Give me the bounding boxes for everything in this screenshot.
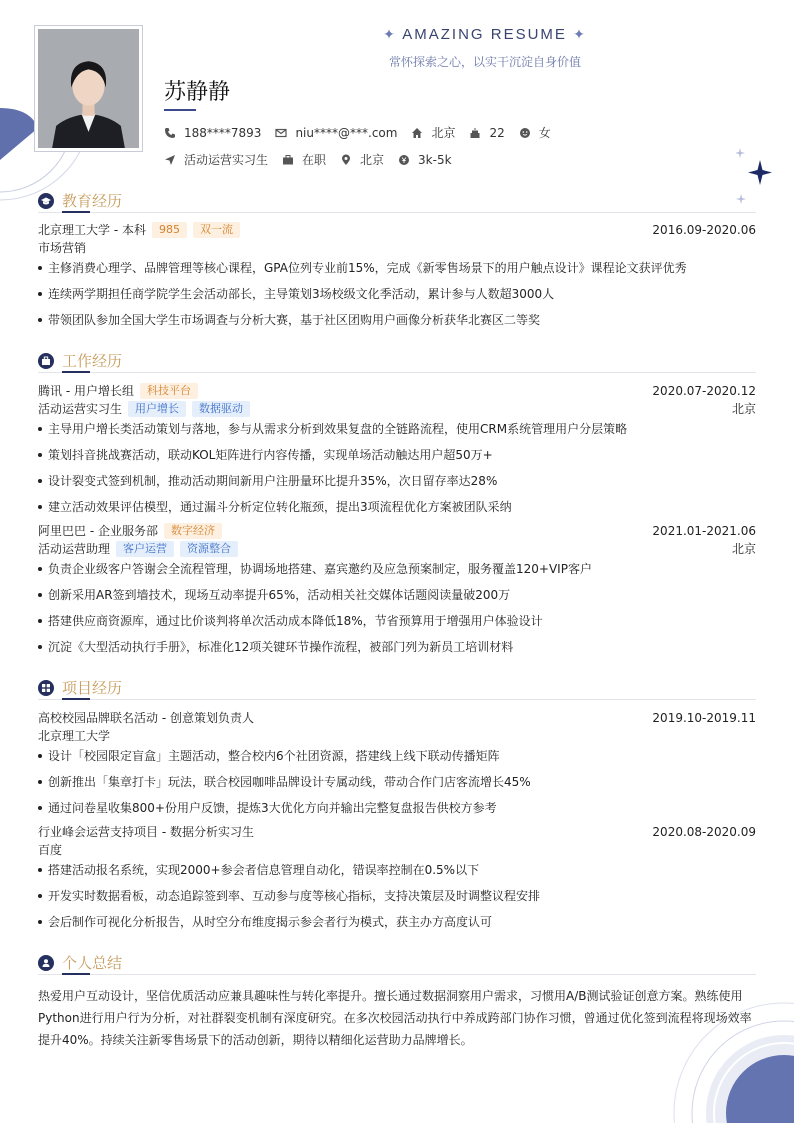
role-tag: 用户增长: [128, 401, 186, 417]
contact-row: [164, 124, 565, 141]
summary-text: 热爱用户互动设计，坚信优质活动应兼具趣味性与转化率提升。擅长通过数据洞察用户需求，习惯用A/B测试验证创意方案。熟练使用Python进行用户行为分析，对社群裂变机制有深度研究。在多次校园活动执行中养成跨部门协作习惯，曾通过优化签到流程将现场效率提升40%。持续关注新零售场景下的活动创新，期待以精细化运营助力品牌增长。: [38, 989, 752, 1047]
target-city-item: [340, 151, 384, 168]
role-tag: 数据驱动: [192, 401, 250, 417]
project-org: 百度: [38, 843, 63, 857]
company-name: 阿里巴巴 - 企业服务部: [38, 524, 158, 538]
send-icon: [164, 154, 176, 166]
section-title: 项目经历: [62, 679, 123, 697]
list-item: 开发实时数据看板，动态追踪签到率、互动参与度等核心指标，支持决策层及时调整议程安排: [38, 887, 756, 905]
work-icon: [38, 353, 54, 369]
age-text: 22: [489, 125, 505, 140]
city-item: [411, 124, 455, 141]
profile-photo-frame: [34, 25, 143, 152]
project-name: 高校校园品牌联名活动 - 创意策划负责人: [38, 711, 254, 725]
job-intent-row: [164, 151, 466, 168]
user-icon: [38, 955, 54, 971]
school-tag: 双一流: [193, 222, 240, 238]
list-item: 搭建供应商资源库，通过比价谈判将单次活动成本降低18%，节省预算用于增强用户体验设计: [38, 612, 756, 630]
graduation-cap-icon: [38, 193, 54, 209]
section-title: 教育经历: [62, 192, 123, 210]
project-org-row: [38, 727, 756, 745]
list-item: 连续两学期担任商学院学生会活动部长，主导策划3场校级文化季活动，累计参与人数超3000人: [38, 285, 756, 303]
section-divider: [38, 699, 756, 700]
school-name: 北京理工大学 - 本科: [38, 223, 146, 237]
job-period: 2021.01-2021.06: [652, 524, 756, 538]
list-item: 沉淀《大型活动执行手册》，标准化12项关键环节操作流程，被部门列为新员工培训材料: [38, 638, 756, 656]
project-org: 北京理工大学: [38, 729, 111, 743]
candidate-name: 苏静静: [164, 80, 231, 105]
list-item: 策划抖音挑战赛活动，联动KOL矩阵进行内容传播，实现单场活动触达用户超50万+: [38, 446, 756, 464]
status-text: 在职: [302, 153, 327, 167]
money-icon: [398, 154, 410, 166]
location-pin-icon: [340, 154, 352, 166]
list-item: 主修消费心理学、品牌管理等核心课程，GPA位列专业前15%，完成《新零售场景下的用户触点设计》课程论文获评优秀: [38, 259, 756, 277]
section-work: [38, 349, 756, 373]
face-icon: [519, 127, 531, 139]
list-item: 负责企业级客户答谢会全流程管理，协调场地搭建、嘉宾邀约及应急预案制定，服务覆盖120+VIP客户: [38, 560, 756, 578]
list-item: 创新采用AR签到墙技术，现场互动率提升65%，活动相关社交媒体话题阅读量破200万: [38, 586, 756, 604]
list-item: 设计裂变式签到机制，推动活动期间新用户注册量环比提升35%，次日留存率达28%: [38, 472, 756, 490]
list-item: 搭建活动报名系统，实现2000+参会者信息管理自动化，错误率控制在0.5%以下: [38, 861, 756, 879]
section-summary: [38, 951, 756, 975]
email-text: niu****@***.com: [295, 125, 398, 140]
education-header-row: [38, 221, 756, 239]
education-period: 2016.09-2020.06: [652, 223, 756, 237]
section-title: 工作经历: [62, 352, 123, 370]
phone-text: 188****7893: [184, 125, 262, 140]
job-header-row: [38, 522, 756, 540]
salary-text: 3k-5k: [418, 152, 452, 167]
list-item: 通过问卷星收集800+份用户反馈，提炼3大优化方向并输出完整复盘报告供校方参考: [38, 799, 756, 817]
section-accent: [62, 698, 90, 700]
section-title: 个人总结: [62, 954, 123, 972]
section-divider: [38, 974, 756, 975]
project-org-row: [38, 841, 756, 859]
section-accent: [62, 211, 90, 213]
city-text: 北京: [431, 126, 456, 140]
school-tag: 985: [152, 222, 187, 238]
section-education: [38, 189, 756, 213]
section-accent: [62, 371, 90, 373]
target-city-text: 北京: [360, 153, 385, 167]
job-role-row: [38, 400, 756, 418]
job-header-row: [38, 382, 756, 400]
status-item: [282, 151, 326, 168]
star-icon: ✦: [383, 26, 397, 42]
home-icon: [411, 127, 423, 139]
job-role-row: [38, 540, 756, 558]
phone-icon: [164, 127, 176, 139]
project-period: 2020.08-2020.09: [652, 825, 756, 839]
list-item: 创新推出「集章打卡」玩法，联合校园咖啡品牌设计专属动线，带动合作门店客流增长45%: [38, 773, 756, 791]
major: 市场营销: [38, 241, 87, 255]
target-position-item: [164, 151, 268, 168]
company-name: 腾讯 - 用户增长组: [38, 384, 134, 398]
name-underline: [164, 109, 196, 111]
gender-item: [519, 124, 551, 141]
job-role: 活动运营助理: [38, 542, 111, 556]
gender-text: 女: [538, 126, 551, 140]
grid-icon: [38, 680, 54, 696]
company-tag: 数字经济: [164, 523, 222, 539]
email-item: [275, 126, 397, 140]
list-item: 会后制作可视化分析报告，从时空分布维度揭示参会者行为模式，获主办方高度认可: [38, 913, 756, 931]
phone-item: [164, 126, 261, 140]
email-icon: [275, 127, 287, 139]
age-item: [469, 126, 504, 140]
list-item: 带领团队参加全国大学生市场调查与分析大赛，基于社区团购用户画像分析获华北赛区二等奖: [38, 311, 756, 329]
target-position-text: 活动运营实习生: [184, 153, 269, 167]
list-item: 设计「校园限定盲盒」主题活动，整合校内6个社团资源，搭建线上线下联动传播矩阵: [38, 747, 756, 765]
birthday-cake-icon: [469, 127, 481, 139]
section-accent: [62, 973, 90, 975]
briefcase-icon: [282, 154, 294, 166]
job-role: 活动运营实习生: [38, 402, 123, 416]
job-location: 北京: [731, 542, 756, 556]
project-header-row: [38, 823, 756, 841]
motto: 常怀探索之心，以实干沉淀自身价值: [388, 55, 581, 69]
section-projects: [38, 676, 756, 700]
resume-title-text: AMAZING RESUME: [402, 26, 567, 43]
project-period: 2019.10-2019.11: [652, 711, 756, 725]
major-row: [38, 239, 756, 257]
profile-photo: [38, 29, 139, 148]
section-divider: [38, 372, 756, 373]
section-divider: [38, 212, 756, 213]
role-tag: 资源整合: [180, 541, 238, 557]
project-name: 行业峰会运营支持项目 - 数据分析实习生: [38, 825, 254, 839]
salary-item: [398, 153, 452, 167]
resume-title: [380, 26, 590, 43]
role-tag: 客户运营: [116, 541, 174, 557]
list-item: 建立活动效果评估模型，通过漏斗分析定位转化瓶颈，提出3项流程优化方案被团队采纳: [38, 498, 756, 516]
job-location: 北京: [731, 402, 756, 416]
company-tag: 科技平台: [140, 383, 198, 399]
project-header-row: [38, 709, 756, 727]
job-period: 2020.07-2020.12: [652, 384, 756, 398]
star-icon: ✦: [573, 26, 587, 42]
list-item: 主导用户增长类活动策划与落地，参与从需求分析到效果复盘的全链路流程，使用CRM系统管理用户分层策略: [38, 420, 756, 438]
